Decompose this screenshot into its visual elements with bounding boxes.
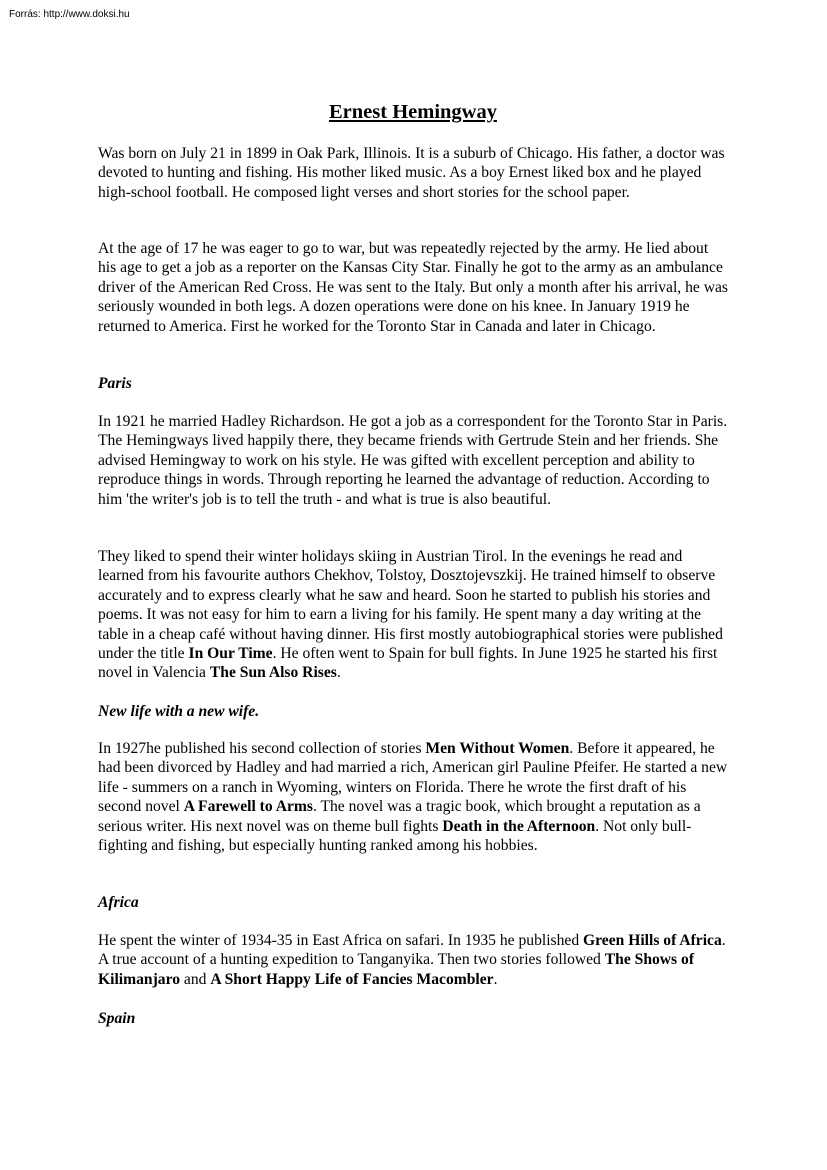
- text-run: In 1927he published his second collection of stories: [98, 740, 426, 757]
- book-title-sun-also-rises: The Sun Also Rises: [209, 664, 337, 682]
- section-heading-new-life: New life with a new wife.: [98, 703, 260, 720]
- source-note: Forrás: http://www.doksi.hu: [9, 9, 130, 20]
- text-run: . He often went to Spain for bull fights. In June 1925 he started his first novel in Valencia: [98, 645, 718, 682]
- section-heading-africa: Africa: [98, 894, 139, 911]
- text-run: .: [493, 970, 498, 988]
- paragraph-tirol: [98, 547, 728, 683]
- book-title-death-in-the-afternoon: Death in the Afternoon: [442, 817, 596, 835]
- text-run: . A true account of a hunting expedition to Tanganyika. Then two stories followed: [98, 932, 726, 969]
- book-title-short-happy-life: A Short Happy Life of Fancies Macombler: [210, 970, 494, 988]
- text-run: . Not only bull-fighting and fishing, but especially hunting ranked among his hobbies.: [98, 817, 692, 855]
- book-title-farewell-to-arms: A Farewell to Arms: [183, 798, 313, 816]
- text-run: They liked to spend their winter holidays skiing in Austrian Tirol. In the evenings he read and learned from his favourite authors Chekhov, Tolstoy, Dosztojevszkij. He trained himself to observe accurately and to express clearly what he saw and heard. Soon he started to publish his stories and poems. It was not easy for him to earn a living for his family. He spent many a day writing at the table in a cheap café without having dinner. His first mostly autobiographical stories were published under the title: [98, 548, 723, 663]
- book-title-men-without-women: Men Without Women: [425, 740, 570, 757]
- paragraph-war: At the age of 17 he was eager to go to war, but was repeatedly rejected by the army. He lied about his age to get a job as a reporter on the Kansas City Star. Finally he got to the army as an ambulance driver of the American Red Cross. He was sent to the Italy. But only a month after his arrival, he was seriously wounded in both legs. A dozen operations were done on his knee. In January 1919 he returned to America. First he worked for the Toronto Star in Canada and later in Chicago.: [98, 240, 728, 335]
- book-title-shows-of-kilimanjaro: The Shows of Kilimanjaro: [98, 951, 695, 988]
- text-run: He spent the winter of 1934-35 in East Africa on safari. In 1935 he published: [98, 932, 584, 949]
- text-run: . Before it appeared, he had been divorced by Hadley and had married a rich, American girl Pauline Pfeifer. He started a new life - summers on a ranch in Wyoming, winters on Florida. There he wrote the first draft of his second novel: [98, 740, 728, 816]
- section-heading-paris: Paris: [98, 375, 132, 392]
- text-run: . The novel was a tragic book, which brought a reputation as a serious writer. His next novel was on theme bull fights: [98, 798, 701, 835]
- text-run: and: [180, 970, 211, 988]
- page-title: Ernest Hemingway: [329, 101, 497, 123]
- book-title-green-hills-of-africa: Green Hills of Africa: [583, 932, 722, 949]
- book-title-in-our-time: In Our Time: [188, 645, 273, 663]
- paragraph-new-life: [98, 739, 728, 855]
- text-run: .: [336, 664, 341, 682]
- section-heading-spain: Spain: [98, 1010, 136, 1027]
- paragraph-paris: In 1921 he married Hadley Richardson. He got a job as a correspondent for the Toronto Star in Paris. The Hemingways lived happily there, they became friends with Gertrude Stein and her friends. She advised Hemingway to work on his style. He was gifted with excellent perception and ability to reproduce things in words. Through reporting he learned the advantage of reduction. According to him 'the writer's job is to tell the truth - and what is true is also beautiful.: [98, 413, 728, 508]
- paragraph-africa: [98, 931, 728, 989]
- paragraph-birth: Was born on July 21 in 1899 in Oak Park, Illinois. It is a suburb of Chicago. His father, a doctor was devoted to hunting and fishing. His mother liked music. As a boy Ernest liked box and he played high-school football. He composed light verses and short stories for the school paper.: [98, 145, 725, 201]
